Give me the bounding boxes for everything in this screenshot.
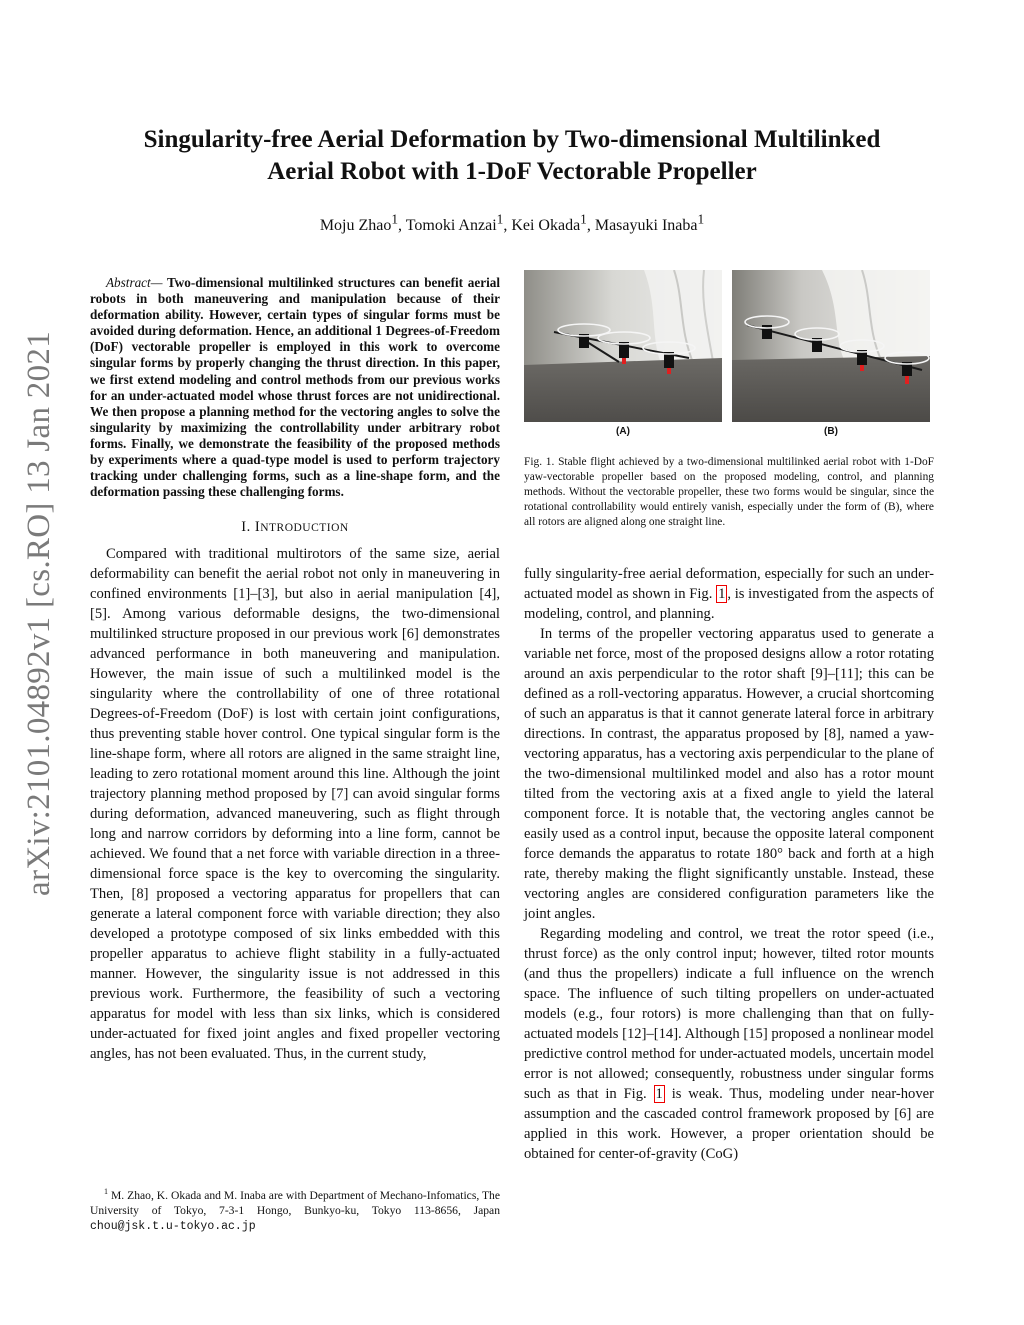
abstract: Abstract— Two-dimensional multilinked structures can benefit aerial robots in both maneuvering and manipulation because of their deformation ability. However, certain types of singular forms must be avoided during deformation. Hence, an additional 1 Degrees-of-Freedom (DoF) vectorable propeller is employed in this work to overcome singular forms by properly changing the thrust direction. In this paper, we first extend modeling and control methods from our previous works for an under-actuated model whose thrust forces are not unidirectional. We then propose a planning method for the vectoring angles to solve the singularity by maximizing the controllability under arbitrary robot forms. Finally, we demonstrate the feasibility of the proposed methods by experiments where a quad-type model is used to perform trajectory tracking under challenging forms, such as a line-shape form, and the deformation passing these challenging forms. [90, 275, 500, 500]
paper-title [90, 124, 934, 188]
right-paragraph-1: fully singularity-free aerial deformation, especially for such an under-actuated model as shown in Fig. 1 , is investigated from the aspects of modeling, control, and planning. [524, 566, 934, 622]
right-column [524, 270, 934, 1164]
robot-photo-a [524, 270, 722, 422]
title-line-1: Singularity-free Aerial Deformation by Two-dimensional Multilinked [143, 126, 881, 153]
figure-1 [524, 270, 930, 437]
arxiv-identifier-text: arXiv:2101.04892v1 [cs.RO] 13 Jan 2021 [20, 330, 57, 896]
right-paragraph-2: In terms of the propeller vectoring apparatus used to generate a variable net force, most of the proposed designs allow a rotor rotating around an axis perpendicular to the rotor shaft [9]–[11]; this can be defined as a roll-vectoring apparatus. However, a crucial shortcoming of such an apparatus is that it cannot generate lateral force in arbitrary directions. In contrast, the apparatus proposed by [8], named a yaw-vectoring apparatus, has a vectoring axis perpendicular to the plane of the two-dimensional multilinked model and also has a rotor mount tilted from the vectoring axis at a fixed angle to yield the lateral component force. It is notable that, the vectoring angles cannot be easily used as a control input, because the opposite lateral component force demands the apparatus to rotate 180° back and forth at a high rate, thereby making the flight significantly unstable. Instead, these vectoring angles are considered configuration parameters like the joint angles. [524, 626, 934, 922]
author-email: chou@jsk.t.u-tokyo.ac.jp [90, 1220, 256, 1233]
figure-label-b: (B) [824, 426, 838, 437]
right-paragraph-3: Regarding modeling and control, we treat the rotor speed (i.e., thrust force) as the only control input; however, tilted rotor mounts (and thus the propellers) indicate a full influence on the wrench space. The influence of such tilting propellers on under-actuated models (e.g., four rotors) is more challenging than that on fully-actuated models [12]–[14]. Although [15] proposed a nonlinear model predictive control method for under-actuated models, uncertain model error is not allowed; consequently, robustness under singular forms such as that in Fig. 1 is weak. Thus, modeling under near-hover assumption and the cascaded control framework proposed by [6] are applied in this work. However, a proper orientation should be obtained for center-of-gravity (CoG) [524, 926, 934, 1162]
figure-panel-a [524, 270, 722, 437]
figure-reference-link[interactable]: 1 [718, 586, 726, 602]
section-heading-introduction: I. INTRODUCTION [241, 519, 349, 536]
robot-photo-b [732, 270, 930, 422]
left-column [90, 275, 500, 1064]
author: Kei Okada$^1$ [511, 211, 587, 234]
figure-caption: Fig. 1. Stable flight achieved by a two-dimensional multilinked aerial robot with 1-DoF yaw-vectorable propeller based on the proposed modeling, control, and planning methods. Without the vectorable propeller, these two forms would be singular, since the rotational controllability would entirely vanish, especially under the form of (B), where all rotors are aligned along one straight line. [524, 456, 934, 528]
author-list: Moju Zhao$^1$, Tomoki Anzai$^1$, Kei Okada$^1$, Masayuki Inaba$^1$ [319, 211, 705, 234]
abstract-text: Two-dimensional multilinked structures can benefit aerial robots in both maneuvering and manipulation because of their deformation ability. However, certain types of singular forms must be avoided during deformation. Hence, an additional 1 Degrees-of-Freedom (DoF) vectorable propeller is employed in this work to overcome singular forms by properly changing the thrust direction. In this paper, we first extend modeling and control methods from our previous works for an under-actuated model whose thrust forces are not unidirectional. We then propose a planning method for the vectoring angles to solve the singularity by maximizing the controllability under arbitrary robot forms. Finally, we demonstrate the feasibility of the proposed methods by experiments where a quad-type model is used to perform trajectory tracking under challenging forms, such as a line-shape form, and the deformation passing these challenging forms. [90, 275, 500, 500]
intro-paragraph: Compared with traditional multirotors of the same size, aerial deformability can benefit the aerial robot not only in maneuvering in confined environments [1]–[3], but also in aerial manipulation [4], [5]. Among various deformable designs, the two-dimensional multilinked structure proposed in our previous work [6] demonstrates advanced performance in both maneuvering and manipulation. However, the main issue of such a multilinked model is the singularity where the controllability of one of three rotational Degrees-of-Freedom (DoF) is lost with certain joint configurations, thus preventing stable hover control. One typical singular form is the line-shape form, where all rotors are aligned in the same straight line, leading to zero rotational moment around this line. Although the joint trajectory planning method proposed by [7] can avoid singular forms during deformation, advanced maneuvering, such as flight through long and narrow corridors by deforming into a line form, cannot be achieved. We found that a net force with variable direction in a three-dimensional force space is the key to overcoming the singularity. Then, [8] proposed a vectoring apparatus for propellers that can generate a lateral component force with variable direction; they also developed a prototype composed of six links embedded with this propeller apparatus to achieve flight stability in a fully-actuated manner. However, the singularity issue is not addressed in this previous work. Furthermore, the feasibility of such a vectoring apparatus for model with less than six links, which is considered under-actuated for fixed joint angles and fixed propeller vectoring angles, has not been evaluated. Thus, in the current study, [90, 546, 500, 1063]
author: Moju Zhao$^1$ [319, 211, 399, 234]
figure-panel-b [732, 270, 930, 437]
author-affiliation-footnote: $^1$ M. Zhao, K. Okada and M. Inaba are with Department of Mechano-Infomatics, The University of Tokyo, 7-3-1 Hongo, Bunkyo-ku, Tokyo 113-8656, Japan chou@jsk.t.u-tokyo.ac.jp [90, 1187, 501, 1233]
author: Masayuki Inaba$^1$ [594, 211, 705, 234]
abstract-lead: Abstract [106, 275, 151, 290]
title-line-2: Aerial Robot with 1-DoF Vectorable Propeller [267, 158, 757, 185]
figure-label-a: (A) [616, 426, 630, 437]
author: Tomoki Anzai$^1$ [405, 211, 504, 234]
arxiv-identifier-stamp [14, 318, 64, 908]
figure-reference-link[interactable]: 1 [655, 1086, 663, 1102]
